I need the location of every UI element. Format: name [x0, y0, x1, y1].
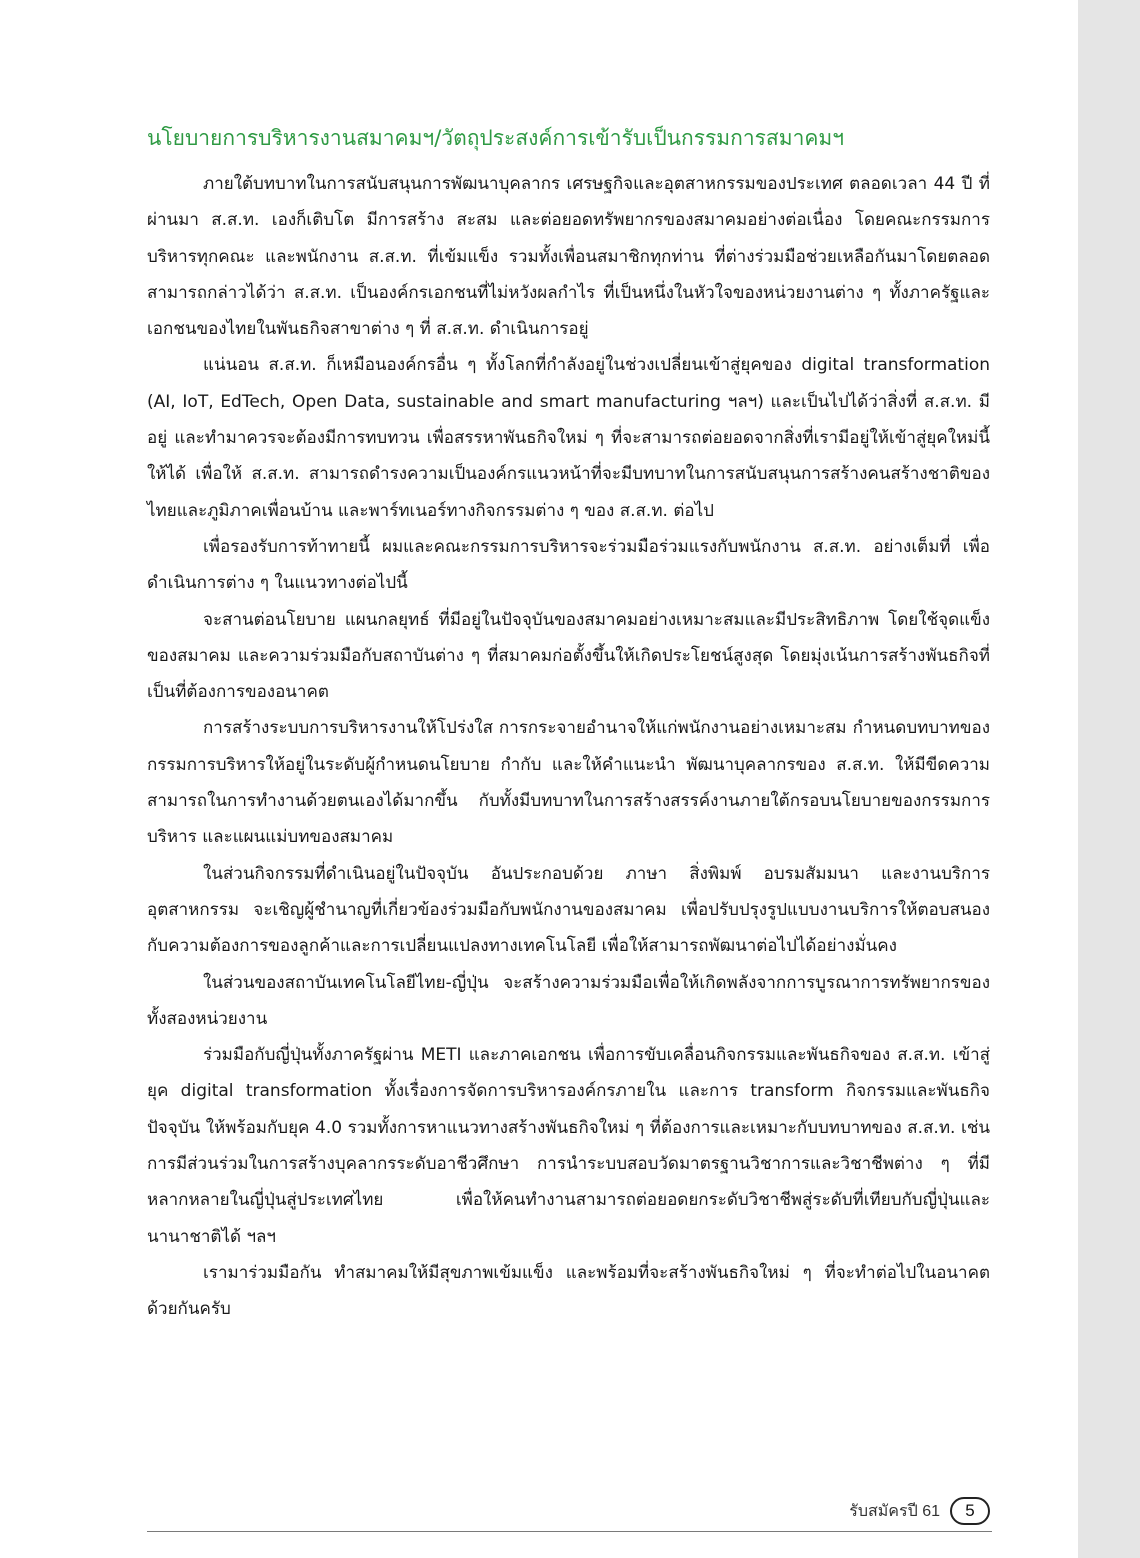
paragraph: ในส่วนกิจกรรมที่ดำเนินอยู่ในปัจจุบัน อันประกอบด้วย ภาษา สิ่งพิมพ์ อบรมสัมมนา และงานบริการอุตสาหกรรม จะเชิญผู้ชำนาญที่เกี่ยวข้องร่วมมือกับพนักงานของสมาคม เพื่อปรับปรุงรูปแบบงานบริการให้ตอบสนองกับความต้องการของลูกค้าและการเปลี่ยนแปลงทางเทคโนโลยี เพื่อให้สามารถพัฒนาต่อไปได้อย่างมั่นคง — [147, 863, 990, 957]
paragraph: ในส่วนของสถาบันเทคโนโลยีไทย-ญี่ปุ่น จะสร้างความร่วมมือเพื่อให้เกิดพลังจากการบูรณาการทรัพยากรของทั้งสองหน่วยงาน — [147, 972, 990, 1029]
footer-divider — [147, 1531, 992, 1532]
paragraph: เรามาร่วมมือกัน ทำสมาคมให้มีสุขภาพเข้มแข็ง และพร้อมที่จะสร้างพันธกิจใหม่ ๆ ที่จะทำต่อไปในอนาคตด้วยกันครับ — [147, 1262, 990, 1320]
article-heading: นโยบายการบริหารงานสมาคมฯ/วัตถุประสงค์การเข้ารับเป็นกรรมการสมาคมฯ — [147, 126, 845, 150]
footer-label: รับสมัครปี 61 — [849, 1502, 940, 1520]
article — [147, 118, 990, 1328]
paragraph: แน่นอน ส.ส.ท. ก็เหมือนองค์กรอื่น ๆ ทั้งโลกที่กำลังอยู่ในช่วงเปลี่ยนเข้าสู่ยุคของ digital transformation (AI, IoT, EdTech, Open Data, sustainable and smart manufacturing ฯลฯ) และเป็นไปได้ว่าสิ่งที่ ส.ส.ท. มีอยู่ และทำมาควรจะต้องมีการทบทวน เพื่อสรรหาพันธกิจใหม่ ๆ ที่จะสามารถต่อยอดจากสิ่งที่เรามีอยู่ให้เข้าสู่ยุคใหม่นี้ให้ได้ เพื่อให้ ส.ส.ท. สามารถดำรงความเป็นองค์กรแนวหน้าที่จะมีบทบาทในการสนับสนุนการสร้างคนสร้างชาติของไทยและภูมิภาคเพื่อนบ้าน และพาร์ทเนอร์ทางกิจกรรมต่าง ๆ ของ ส.ส.ท. ต่อไป — [147, 355, 990, 521]
paragraph: จะสานต่อนโยบาย แผนกลยุทธ์ ที่มีอยู่ในปัจจุบันของสมาคมอย่างเหมาะสมและมีประสิทธิภาพ โดยใช้จุดแข็งของสมาคม และความร่วมมือกับสถาบันต่าง ๆ ที่สมาคมก่อตั้งขึ้นให้เกิดประโยชน์สูงสุด โดยมุ่งเน้นการสร้างพันธกิจที่เป็นที่ต้องการของอนาคต — [147, 609, 990, 703]
paragraph: การสร้างระบบการบริหารงานให้โปร่งใส การกระจายอำนาจให้แก่พนักงานอย่างเหมาะสม กำหนดบทบาทของกรรมการบริหารให้อยู่ในระดับผู้กำหนดนโยบาย กำกับ และให้คำแนะนำ พัฒนาบุคลากรของ ส.ส.ท. ให้มีขีดความสามารถในการทำงานด้วยตนเองได้มากขึ้น กับทั้งมีบทบาทในการสร้างสรรค์งานภายใต้กรอบนโยบายของกรรมการบริหาร และแผนแม่บทของสมาคม — [147, 718, 990, 848]
paragraph: ภายใต้บทบาทในการสนับสนุนการพัฒนาบุคลากร เศรษฐกิจและอุตสาหกรรมของประเทศ ตลอดเวลา 44 ปี ที่ผ่านมา ส.ส.ท. เองก็เติบโต มีการสร้าง สะสม และต่อยอดทรัพยากรของสมาคมอย่างต่อเนื่อง โดยคณะกรรมการบริหารทุกคณะ และพนักงาน ส.ส.ท. ที่เข้มแข็ง รวมทั้งเพื่อนสมาชิกทุกท่าน ที่ต่างร่วมมือช่วยเหลือกันมาโดยตลอด สามารถกล่าวได้ว่า ส.ส.ท. เป็นองค์กรเอกชนที่ไม่หวังผลกำไร ที่เป็นหนึ่งในหัวใจของหน่วยงานต่าง ๆ ทั้งภาครัฐและเอกชนของไทยในพันธกิจสาขาต่าง ๆ ที่ ส.ส.ท. ดำเนินการอยู่ — [147, 174, 990, 340]
paragraph: เพื่อรองรับการท้าทายนี้ ผมและคณะกรรมการบริหารจะร่วมมือร่วมแรงกับพนักงาน ส.ส.ท. อย่างเต็มที่ เพื่อดำเนินการต่าง ๆ ในแนวทางต่อไปนี้ — [147, 536, 990, 594]
paragraph: ร่วมมือกับญี่ปุ่นทั้งภาครัฐผ่าน METI และภาคเอกชน เพื่อการขับเคลื่อนกิจกรรมและพันธกิจของ ส.ส.ท. เข้าสู่ยุค digital transformation ทั้งเรื่องการจัดการบริหารองค์กรภายใน และการ transform กิจกรรมและพันธกิจปัจจุบัน ให้พร้อมกับยุค 4.0 รวมทั้งการหาแนวทางสร้างพันธกิจใหม่ ๆ ที่ต้องการและเหมาะกับบทบาทของ ส.ส.ท. เช่น การมีส่วนร่วมในการสร้างบุคลากรระดับอาชีวศึกษา การนำระบบสอบวัดมาตรฐานวิชาการและวิชาชีพต่าง ๆ ที่มีหลากหลายในญี่ปุ่นสู่ประเทศไทย เพื่อให้คนทำงานสามารถต่อยอดยกระดับวิชาชีพสู่ระดับที่เทียบกับญี่ปุ่นและนานาชาติได้ ฯลฯ — [147, 1045, 990, 1247]
page-number: 5 — [950, 1497, 990, 1525]
page-footer — [849, 1497, 990, 1525]
page-side-strip — [1078, 0, 1140, 1558]
